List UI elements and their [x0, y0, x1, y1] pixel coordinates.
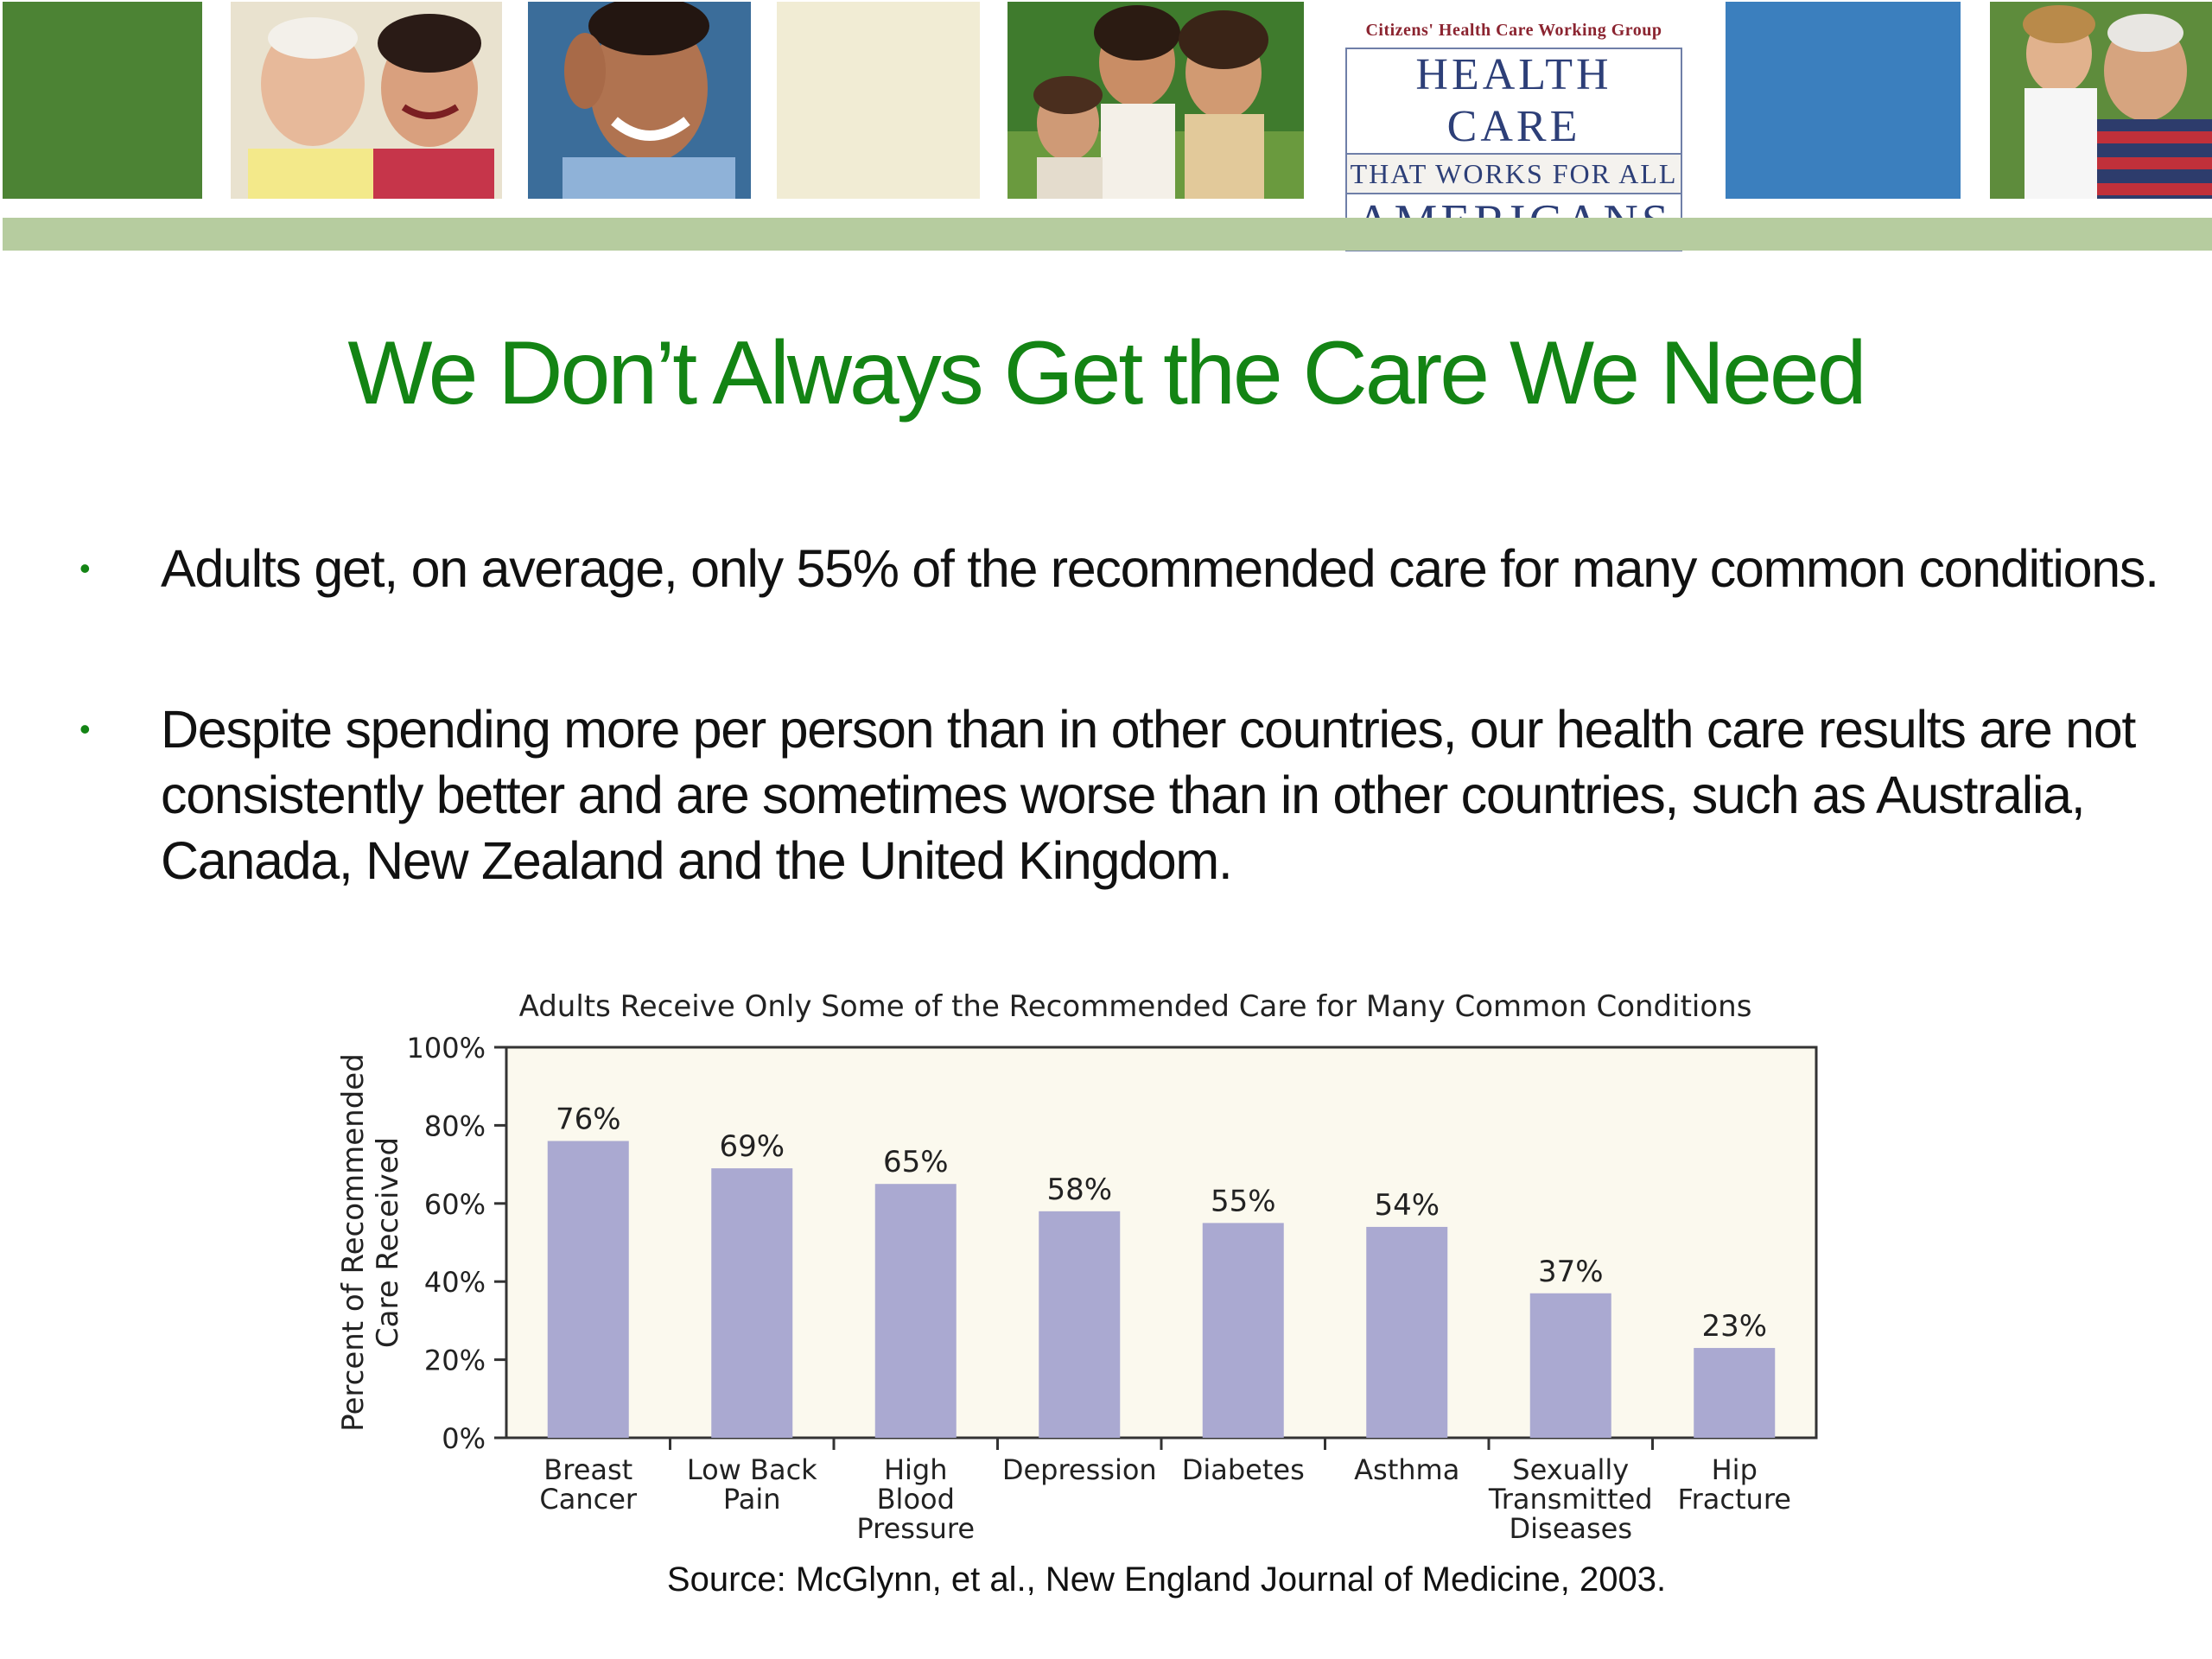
x-category-label: Low Back [686, 1453, 817, 1486]
bar-5 [1366, 1227, 1447, 1438]
y-tick-label: 60% [423, 1187, 486, 1221]
bar-6 [1530, 1294, 1611, 1438]
banner-green-block [3, 2, 202, 199]
x-category-label: High [883, 1453, 948, 1486]
bullet-dot-icon: • [79, 711, 90, 747]
logo-organization-name: Citizens' Health Care Working Group [1365, 21, 1662, 40]
bar-value-label: 58% [1046, 1172, 1113, 1207]
x-category-label: Pressure [856, 1512, 976, 1545]
x-category-label: Fracture [1677, 1483, 1791, 1516]
bullet-list [76, 536, 2167, 893]
x-category-label: Pain [722, 1483, 781, 1516]
bar-value-label: 69% [719, 1129, 785, 1165]
bar-value-label: 37% [1537, 1254, 1604, 1289]
photo-senior-couple [231, 2, 502, 199]
bullet-text: Adults get, on average, only 55% of the recommended care for many common conditions. [161, 539, 2158, 598]
y-axis-label: Care Received [371, 1136, 405, 1349]
bar-value-label: 65% [882, 1145, 949, 1180]
bar-0 [548, 1141, 629, 1438]
chart-title: Adults Receive Only Some of the Recommended Care for Many Common Conditions [518, 989, 1752, 1024]
plot-area [506, 1047, 1816, 1438]
x-category-label: Diseases [1509, 1512, 1633, 1545]
chart-source-note: Source: McGlynn, et al., New England Journal of Medicine, 2003. [666, 1560, 1667, 1599]
y-axis-label: Percent of Recommended [336, 1053, 371, 1432]
y-tick-label: 20% [423, 1344, 486, 1377]
bar-value-label: 23% [1701, 1309, 1768, 1344]
bullet-text: Despite spending more per person than in other countries, our health care results are not consistently better and are sometimes worse than in other countries, such as Australia, Canada, New Zealand and the United Kingdom. [161, 700, 2136, 890]
x-category-label: Blood [876, 1483, 955, 1516]
bullet-dot-icon: • [79, 550, 90, 586]
header-divider-strip [3, 218, 2212, 251]
logo-line-2: THAT WORKS FOR ALL [1347, 153, 1681, 194]
bullet-item [76, 696, 2167, 893]
photo-young-man [528, 2, 751, 199]
care-received-bar-chart [328, 976, 1866, 1555]
slide-title: We Don’t Always Get the Care We Need [347, 323, 1865, 423]
x-category-label: Depression [1001, 1453, 1157, 1486]
y-tick-label: 40% [423, 1266, 486, 1300]
x-category-label: Sexually [1512, 1453, 1630, 1486]
photo-grandfather-child [1990, 2, 2212, 199]
bar-7 [1694, 1348, 1775, 1438]
bar-value-label: 76% [555, 1102, 621, 1137]
bar-3 [1039, 1211, 1120, 1438]
bar-4 [1203, 1223, 1284, 1438]
bar-2 [875, 1184, 957, 1438]
x-category-label: Diabetes [1181, 1453, 1305, 1486]
bar-value-label: 54% [1374, 1187, 1440, 1223]
x-category-label: Transmitted [1488, 1483, 1653, 1516]
citizens-health-care-logo [1342, 16, 1686, 199]
header-banner [0, 0, 2212, 200]
bar-value-label: 55% [1210, 1184, 1276, 1219]
photo-children [1007, 2, 1304, 199]
y-tick-label: 100% [406, 1032, 486, 1065]
bullet-item [76, 536, 2167, 601]
x-category-label: Hip [1711, 1453, 1758, 1486]
banner-cream-block [777, 2, 980, 199]
logo-line-1: HEALTH CARE [1415, 50, 1612, 151]
banner-blue-block [1726, 2, 1961, 199]
x-category-label: Asthma [1354, 1453, 1460, 1486]
bar-1 [711, 1168, 792, 1438]
y-tick-label: 80% [423, 1109, 486, 1143]
y-tick-label: 0% [442, 1422, 486, 1455]
x-category-label: Cancer [539, 1483, 638, 1516]
x-category-label: Breast [543, 1453, 633, 1486]
